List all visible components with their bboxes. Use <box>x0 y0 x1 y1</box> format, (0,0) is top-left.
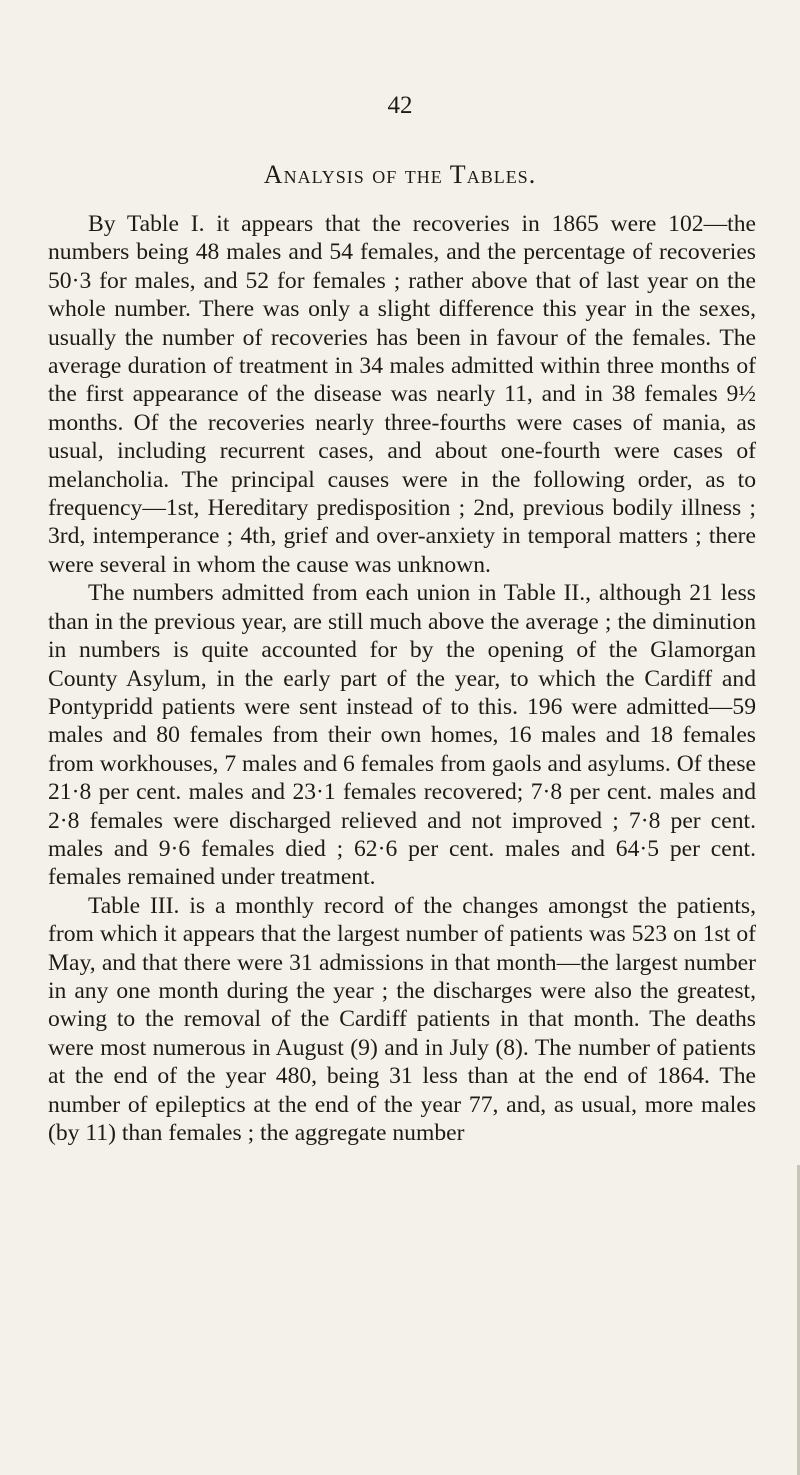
paragraph-table-2: The numbers admitted from each union in Table II., although 21 less than in the previous year, are still much above the average ; the diminution in numbers is quite accounted for by the opening of the Glamorgan County Asylum, in the early part of the year, to which the Cardiff and Pontypridd patients were sent instead of to this. 196 were admitted—59 males and 80 females from their own homes, 16 males and 18 females from workhouses, 7 males and 6 females from gaols and asylums. Of these 21·8 per cent. males and 23·1 females recovered; 7·8 per cent. males and 2·8 females were discharged relieved and not improved ; 7·8 per cent. males and 9·6 females died ; 62·6 per cent. males and 64·5 per cent. females remained under treatment. <box>48 580 756 891</box>
page-number: 42 <box>387 92 413 119</box>
paragraph-table-3: Table III. is a monthly record of the changes amongst the patients, from which it appears that the largest number of patients was 523 on 1st of May, and that there were 31 admissions in that month—the largest number in any one month during the year ; the discharges were also the greatest, owing to the removal of the Cardiff patients in that month. The deaths were most numerous in August (9) and in July (8). The number of patients at the end of the year 480, being 31 less than at the end of 1864. The number of epileptics at the end of the year 77, and, as usual, more males (by 11) than females ; the aggregate number <box>48 892 756 1146</box>
body-text <box>48 210 756 1147</box>
paragraph-table-1: By Table I. it appears that the recoveries in 1865 were 102—the numbers being 48 males and 54 females, and the percentage of recoveries 50·3 for males, and 52 for females ; rather above that of last year on the whole number. There was only a slight difference this year in the sexes, usually the number of recoveries has been in favour of the females. The average duration of treatment in 34 males admitted within three months of the first appearance of the disease was nearly 11, and in 38 females 9½ months. Of the recoveries nearly three-fourths were cases of mania, as usual, including recurrent cases, and about one-fourth were cases of melancholia. The principal causes were in the following order, as to frequency—1st, Hereditary predisposition ; 2nd, previous bodily illness ; 3rd, intemperance ; 4th, grief and over-anxiety in temporal matters ; there were several in whom the cause was unknown. <box>48 211 756 578</box>
section-heading: Analysis of the Tables. <box>263 160 537 189</box>
